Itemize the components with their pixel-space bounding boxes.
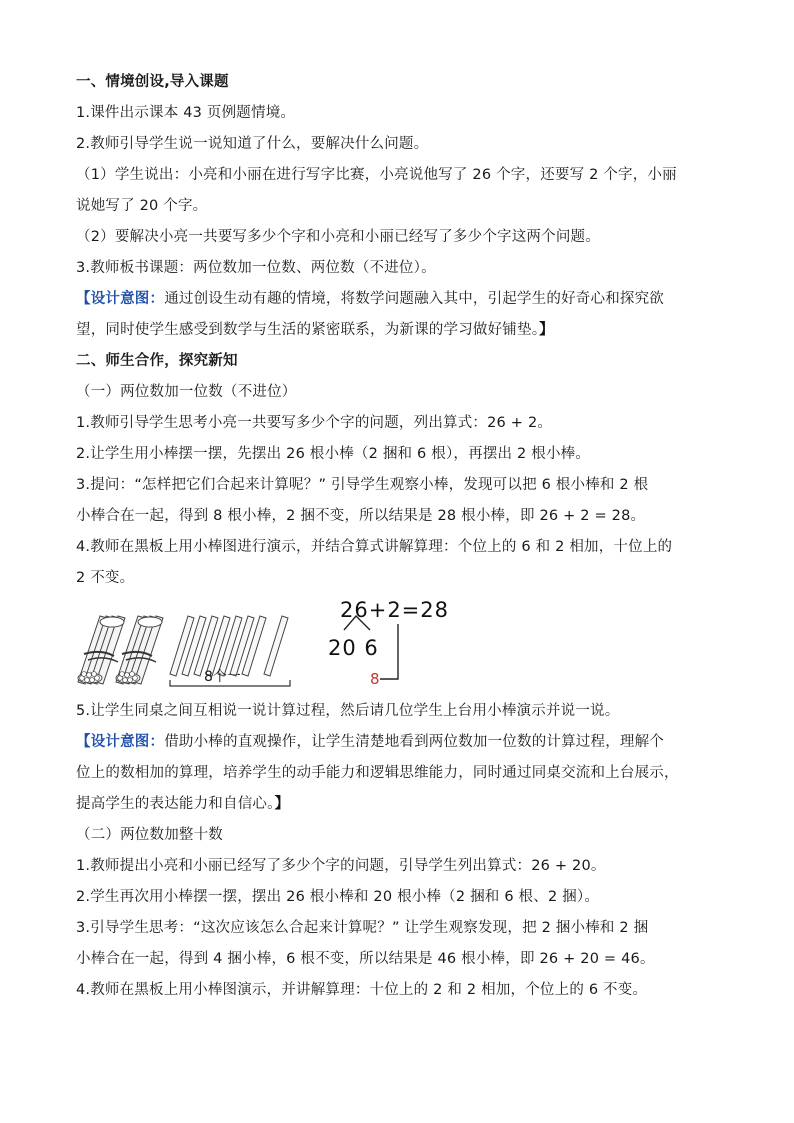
section2-design-intent-a [76,732,718,752]
section2b-item-3a: 3.引导学生思考：“这次应该怎么合起来计算呢？” 让学生观察发现，把 2 捆小棒和 2 捆 [76,920,649,936]
equation-text: 26+2=28 [340,598,449,622]
section1-item-3: 3.教师板书课题：两位数加一位数、两位数（不进位）。 [76,260,436,276]
section2-design-intent-b: 位上的数相加的算理，培养学生的动手能力和逻辑思维能力，同时通过同桌交流和上台展示， [76,765,679,781]
section2b-item-2: 2.学生再次用小棒摆一摆，摆出 26 根小棒和 20 根小棒（2 捆和 6 根、2 捆）。 [76,889,600,905]
result-digit: 8 [370,670,380,688]
section2-item-3a: 3.提问：“怎样把它们合起来计算呢？” 引导学生观察小棒，发现可以把 6 根小棒和 2 根 [76,477,649,493]
design-intent-text-cont: 望，同时使学生感受到数学与生活的紧密联系，为新课的学习做好铺垫。 [76,322,540,338]
design-intent-label: 【设计意图： [76,734,165,750]
document-page [76,72,718,1000]
section1-item-2-1b: 说她写了 20 个字。 [76,198,208,214]
section2b-item-4: 4.教师在黑板上用小棒图演示，并讲解算理：十位上的 2 和 2 相加，个位上的 6 不变。 [76,982,648,998]
section1-item-2-1a: （1）学生说出：小亮和小丽在进行写字比赛，小亮说他写了 26 个字，还要写 2 个字，小丽 [76,167,677,183]
section1-design-intent-b [76,320,718,340]
design-intent-label: 【设计意图： [76,291,165,307]
count-label: 8个一 [204,669,241,685]
section2-item-3b: 小棒合在一起，得到 8 根小棒，2 捆不变，所以结果是 28 根小棒，即 26 + 2 = 28。 [76,508,646,524]
design-intent-close: 】 [539,322,554,338]
section2b-item-1: 1.教师提出小亮和小丽已经写了多少个字的问题，引导学生列出算式：26 + 20。 [76,858,606,874]
section2-item-4b: 2 不变。 [76,570,135,586]
stick-diagram-figure [76,594,718,690]
section2-item-4a: 4.教师在黑板上用小棒图进行演示，并结合算式讲解算理：个位上的 6 和 2 相加，十位上的 [76,539,673,555]
design-intent-close: 】 [274,796,290,812]
design-intent-text: 借助小棒的直观操作，让学生清楚地看到两位数加一位数的计算过程，理解个 [164,734,664,750]
section2-design-intent-c [76,794,718,814]
design-intent-text-cont: 提高学生的表达能力和自信心。 [76,796,275,812]
section1-item-2-2: （2）要解决小亮一共要写多少个字和小亮和小丽已经写了多少个字这两个问题。 [76,229,600,245]
section2-item-5: 5.让学生同桌之间互相说一说计算过程，然后请几位学生上台用小棒演示并说一说。 [76,703,620,719]
section2-item-2: 2.让学生用小棒摆一摆，先摆出 26 根小棒（2 捆和 6 根），再摆出 2 根小棒。 [76,446,591,462]
section2-sub2-heading: （二）两位数加整十数 [76,827,223,843]
section1-design-intent-a [76,289,718,309]
design-intent-text: 通过创设生动有趣的情境，将数学问题融入其中，引起学生的好奇心和探究欲 [164,291,664,307]
section1-item-1: 1.课件出示课本 43 页例题情境。 [76,105,296,121]
split-text: 20 6 [328,636,379,660]
stick-bundle-icon [116,616,163,684]
sum-bracket [380,624,398,679]
section1-heading: 一、情境创设,导入课题 [76,74,229,90]
section2-sub1-heading: （一）两位数加一位数（不进位） [76,384,297,400]
section2b-item-3b: 小棒合在一起，得到 4 捆小棒，6 根不变，所以结果是 46 根小棒，即 26 + 20 = 46。 [76,951,655,967]
section2-heading: 二、师生合作，探究新知 [76,353,238,369]
section2-item-1: 1.教师引导学生思考小亮一共要写多少个字的问题，列出算式：26 + 2。 [76,415,553,431]
stick-bundle-icon [78,616,125,684]
section1-item-2: 2.教师引导学生说一说知道了什么，要解决什么问题。 [76,136,429,152]
